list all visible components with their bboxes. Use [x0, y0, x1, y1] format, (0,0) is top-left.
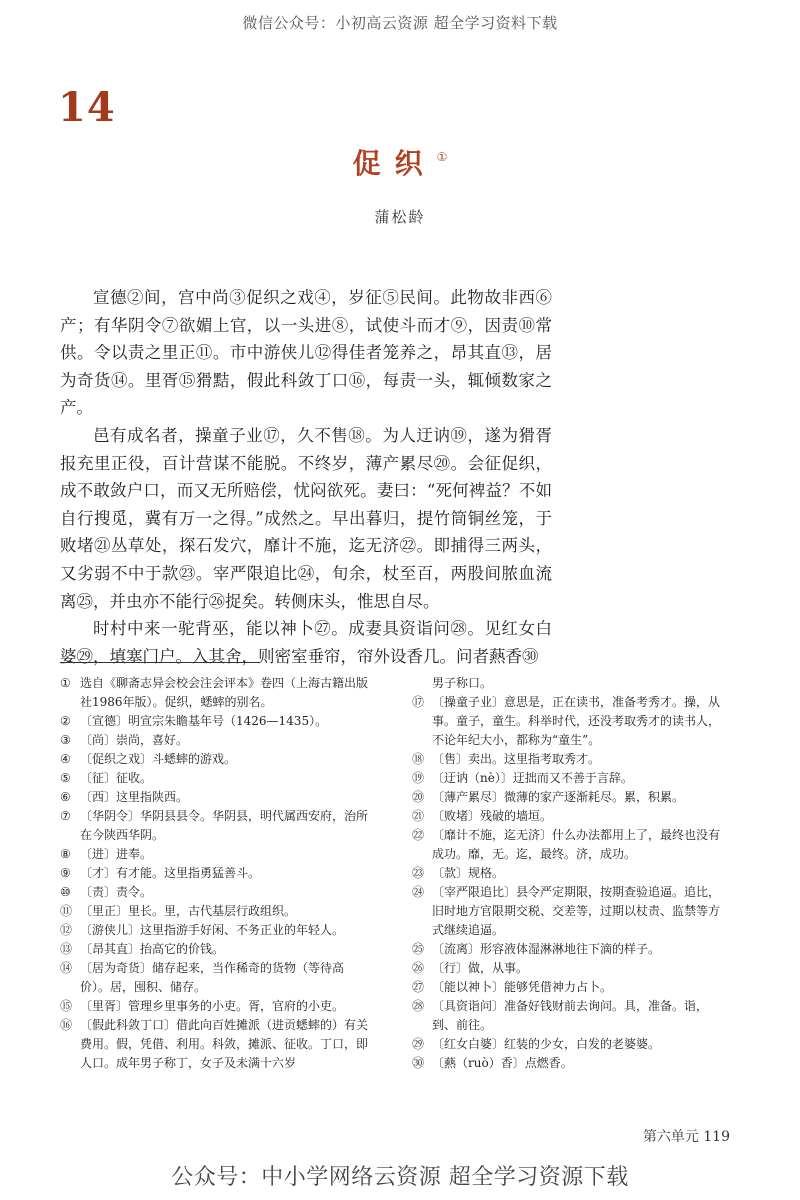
- footnote-text: 〔昂其直〕抬高它的价钱。: [80, 942, 225, 956]
- footnote-number: ⑨: [60, 866, 71, 880]
- footnote: [412, 940, 722, 959]
- footnote-number: ⑥: [60, 790, 71, 804]
- page-footer: 第六单元 119: [642, 1129, 730, 1145]
- footnote: [60, 1016, 372, 1073]
- footnote: [60, 750, 372, 769]
- footnote-number: ⑰: [412, 695, 425, 709]
- footnote-text: 〔款〕规格。: [432, 866, 505, 880]
- footnote-text: 〔售〕卖出。这里指考取秀才。: [432, 752, 601, 766]
- footnote: [412, 769, 722, 788]
- footnote: [60, 674, 372, 712]
- footnote: [60, 883, 372, 902]
- footnote-text: 〔靡计不施，迄无济〕什么办法都用上了，最终也没有成功。靡，无。迄，最终。济，成功。: [432, 828, 721, 861]
- footnote-number: ⑱: [412, 752, 425, 766]
- footnote: [412, 883, 722, 940]
- footnote-number: ⑧: [60, 847, 71, 861]
- footnote-number: ㉗: [412, 980, 425, 994]
- footnote: [412, 826, 722, 864]
- footnote-text: 〔能以神卜〕能够凭借神力占卜。: [432, 980, 613, 994]
- header-watermark: 微信公众号：小初高云资源 超全学习资料下载: [242, 14, 558, 32]
- footnote: [60, 921, 372, 940]
- footnote: [412, 674, 722, 693]
- footnote-number: ④: [60, 752, 71, 766]
- footnote-text: 〔败堵〕残破的墙垣。: [432, 809, 553, 823]
- footnote: [412, 1054, 722, 1073]
- footnote-text: 〔迂讷（nè）〕迂拙而又不善于言辞。: [432, 771, 633, 785]
- footnote-number: ⑲: [412, 771, 425, 785]
- main-text: [60, 284, 552, 670]
- footnote-text: 〔行〕做，从事。: [432, 961, 529, 975]
- footnote-text: 〔薄产累尽〕微薄的家产逐渐耗尽。累，积累。: [432, 790, 685, 804]
- title-footnote-marker: ①: [436, 150, 448, 164]
- footnote-text: 男子称口。: [432, 676, 493, 690]
- footnote-text: 〔居为奇货〕储存起来，当作稀奇的货物（等待高价）。居，囤积、储存。: [80, 961, 345, 994]
- footnote-number: ⑩: [60, 885, 71, 899]
- footnote-text: 〔进〕进奉。: [80, 847, 153, 861]
- footnote-number: ㉘: [412, 999, 425, 1013]
- footnote: [60, 940, 372, 959]
- footnote-text: 〔里胥〕管理乡里事务的小吏。胥，官府的小吏。: [80, 999, 345, 1013]
- footnote: [412, 978, 722, 997]
- footnote: [412, 693, 722, 750]
- footnote: [412, 997, 722, 1035]
- page-title: [0, 142, 800, 182]
- lesson-number: 14: [58, 84, 116, 131]
- footnote-text: 〔华阴令〕华阴县县令。华阴县，明代属西安府，治所在今陕西华阴。: [80, 809, 369, 842]
- footnote: [412, 750, 722, 769]
- footnote-number: ⑤: [60, 771, 71, 785]
- paragraph-1: 宣德②间，宫中尚③促织之戏④，岁征⑤民间。此物故非西⑥产；有华阴令⑦欲媚上官，以一头进⑧，试使斗而才⑨，因责⑩常供。令以责之里正⑪。市中游侠儿⑫得佳者笼养之，昂其直⑬，居为奇货⑭。里胥⑮猾黠，假此科敛丁口⑯，每责一头，辄倾数家之产。: [60, 288, 552, 418]
- footnote-number: ⑳: [412, 790, 425, 804]
- paragraph-3: 时村中来一驼背巫，能以神卜㉗。成妻具资诣问㉘。见红女白婆㉙，填塞门户。入其舍，则密室垂帘，帘外设香几。问者爇香㉚: [60, 619, 552, 666]
- footnote-number: ⑦: [60, 809, 71, 823]
- title-text: 促织: [352, 147, 437, 180]
- footnote-text: 〔宣德〕明宣宗朱瞻基年号（1426—1435）。: [80, 714, 328, 728]
- footnote-number: ㉙: [412, 1037, 425, 1051]
- footnote-number: ⑯: [60, 1018, 73, 1032]
- footnote-number: ㉒: [412, 828, 425, 842]
- footnote: [60, 769, 372, 788]
- paragraph-2: 邑有成名者，操童子业⑰，久不售⑱。为人迂讷⑲，遂为猾胥报充里正役，百计营谋不能脱。不终岁，薄产累尽⑳。会征促织，成不敢敛户口，而又无所赔偿，忧闷欲死。妻曰：“死何裨益？不如自行搜觅，冀有万一之得。”成然之。早出暮归，提竹筒铜丝笼，于败堵㉑丛草处，探石发穴，靡计不施，迄无济㉒。即捕得三两头，又劣弱不中于款㉓。宰严限追比㉔，旬余，杖至百，两股间脓血流离㉕，并虫亦不能行㉖捉矣。转侧床头，惟思自尽。: [60, 425, 552, 611]
- footnote: [60, 959, 372, 997]
- footnote-number: ⑭: [60, 961, 73, 975]
- footnote-text: 〔红女白婆〕红装的少女，白发的老婆婆。: [432, 1037, 661, 1051]
- footnote-number: ②: [60, 714, 71, 728]
- footnote-text: 选自《聊斋志异会校会注会评本》卷四（上海古籍出版社1986年版）。促织，蟋蟀的别名。: [80, 676, 369, 709]
- footnote-number: ①: [60, 676, 71, 690]
- footnote-text: 〔尚〕崇尚，喜好。: [80, 733, 189, 747]
- footnote-number: ⑪: [60, 904, 73, 918]
- footnotes-right-column: [412, 674, 722, 1073]
- footnotes-left-column: [60, 674, 372, 1073]
- footnote-number: ㉔: [412, 885, 425, 899]
- footnote: [60, 864, 372, 883]
- footnote-text: 〔游侠儿〕这里指游手好闲、不务正业的年轻人。: [80, 923, 345, 937]
- footnote-number: ㉑: [412, 809, 425, 823]
- author: 蒲松龄: [374, 208, 426, 226]
- footnote-separator: [60, 662, 260, 663]
- footnote-number: ㉕: [412, 942, 425, 956]
- footnote-text: 〔操童子业〕意思是，正在读书，准备考秀才。操，从事。童子，童生。科举时代，还没考取秀才的读书人，不论年纪大小，都称为“童生”。: [432, 695, 721, 747]
- footnote-text: 〔促织之戏〕斗蟋蟀的游戏。: [80, 752, 237, 766]
- footnote-number: ⑫: [60, 923, 73, 937]
- footnote-text: 〔西〕这里指陕西。: [80, 790, 189, 804]
- footnote: [60, 731, 372, 750]
- footnote: [412, 1035, 722, 1054]
- footnote-number: ㉓: [412, 866, 425, 880]
- footnote-number: ③: [60, 733, 71, 747]
- footnote-number: ⑮: [60, 999, 73, 1013]
- footnote-text: 〔才〕有才能。这里指勇猛善斗。: [80, 866, 261, 880]
- footnote: [60, 845, 372, 864]
- footnote: [60, 902, 372, 921]
- footnote-text: 〔责〕责令。: [80, 885, 153, 899]
- footnote: [412, 807, 722, 826]
- footnote: [412, 788, 722, 807]
- footnote-text: 〔爇（ruò）香〕点燃香。: [432, 1056, 573, 1070]
- footnote-text: 〔流离〕形容液体湿淋淋地往下滴的样子。: [432, 942, 661, 956]
- footer-watermark: 公众号：中小学网络云资源 超全学习资源下载: [171, 1165, 629, 1190]
- footnote-text: 〔具资诣问〕准备好钱财前去询问。具，准备。诣，到、前往。: [432, 999, 709, 1032]
- footnote-text: 〔假此科敛丁口〕借此向百姓摊派（进贡蟋蟀的）有关费用。假，凭借、利用。科敛，摊派、征收。丁口，即人口。成年男子称丁，女子及未满十六岁: [80, 1018, 369, 1070]
- footnote-text: 〔征〕征收。: [80, 771, 153, 785]
- footnote-number: ㉚: [412, 1056, 425, 1070]
- footnote: [412, 959, 722, 978]
- footnote: [60, 997, 372, 1016]
- footnote-text: 〔里正〕里长。里，古代基层行政组织。: [80, 904, 297, 918]
- footnote: [60, 788, 372, 807]
- footnote-number: ⑬: [60, 942, 73, 956]
- footnote-text: 〔宰严限追比〕县令严定期限，按期查验追逼。追比，旧时地方官限期交税、交差等，过期以杖责、监禁等方式继续追逼。: [432, 885, 721, 937]
- footnote: [60, 712, 372, 731]
- footnote-number: ㉖: [412, 961, 425, 975]
- footnote: [412, 864, 722, 883]
- footnote: [60, 807, 372, 845]
